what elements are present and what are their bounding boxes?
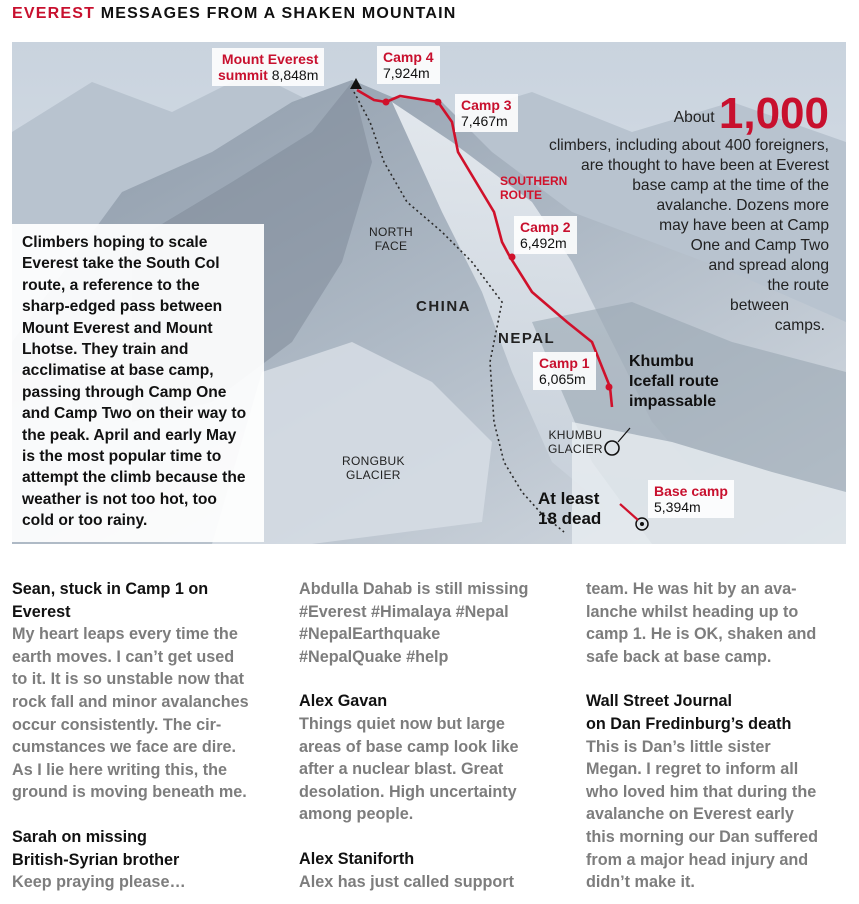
khumbu-glacier-label: KHUMBU GLACIER xyxy=(548,428,603,456)
headline-highlight: EVEREST xyxy=(12,5,96,22)
southern-route-label: SOUTHERN ROUTE xyxy=(500,174,568,202)
camp2-marker xyxy=(509,254,516,261)
icefall-note: Khumbu Icefall route impassable xyxy=(629,353,719,410)
camp4-marker xyxy=(383,99,390,106)
route-explainer: Climbers hoping to scale Everest take the South Col route, a reference to the sharp-edged pass between Mount Everest and Mount Lhotse. They train and acclimatise at base camp, passing through Camp One and Camp Two on their way to the peak. April and early May is the most popular time to attempt the climb because the weather is not too hot, too cold or too rainy. xyxy=(12,224,264,542)
headline-rest: MESSAGES FROM A SHAKEN MOUNTAIN xyxy=(100,5,457,22)
china-label: CHINA xyxy=(416,298,471,315)
summit-label: Mount Everest summit 8,848m xyxy=(212,48,324,86)
camp3-marker xyxy=(435,99,442,106)
headline xyxy=(12,5,456,23)
camp2-label: Camp 2 6,492m xyxy=(514,216,577,254)
basecamp-label: Base camp 5,394m xyxy=(648,480,734,518)
big-number: 1,000 xyxy=(718,89,829,138)
north-face-label: NORTH FACE xyxy=(369,225,413,253)
messages-column-1: Sean, stuck in Camp 1 on Everest My heart leaps every time the earth moves. I can’t get used to it. It is so unstable now that rock fall and minor avalanches occur consistently. The cir- cumstances we face are dire. As I lie here writing this, the ground is moving beneath me. Sarah on missing British-Syrian brother Keep praying please… xyxy=(12,580,249,892)
rongbuk-glacier-label: RONGBUK GLACIER xyxy=(342,454,405,482)
camp4-label: Camp 4 7,924m xyxy=(377,46,440,84)
messages-column-3: team. He was hit by an ava- lanche whilst heading up to camp 1. He is OK, shaken and safe back at base camp. Wall Street Journal on Dan Fredinburg’s death This is Dan’s little sister Megan. I regret to inform all who loved him that during the avalanche on Everest early this morning our Dan suffered from a major head injury and didn’t make it. xyxy=(586,580,819,892)
camp3-label: Camp 3 7,467m xyxy=(455,94,518,132)
nepal-label: NEPAL xyxy=(498,330,556,347)
camp1-marker xyxy=(606,384,613,391)
camp1-label: Camp 1 6,065m xyxy=(533,352,596,390)
messages-column-2: Abdulla Dahab is still missing #Everest #Himalaya #Nepal #NepalEarthquake #NepalQuake #help Alex Gavan Things quiet now but large areas of base camp look like after a nuclear blast. Great desolation. High uncertainty among people. Alex Staniforth Alex has just called support xyxy=(299,580,529,891)
death-toll: At least 18 dead xyxy=(538,489,602,528)
climbers-estimate: About 1,000 climbers, including about 400 foreigners, are thought to have been at Everest base camp at the time of the avalanche. Dozens more may have been at Camp One and Camp Two and spread along the route between camps. xyxy=(549,89,829,334)
